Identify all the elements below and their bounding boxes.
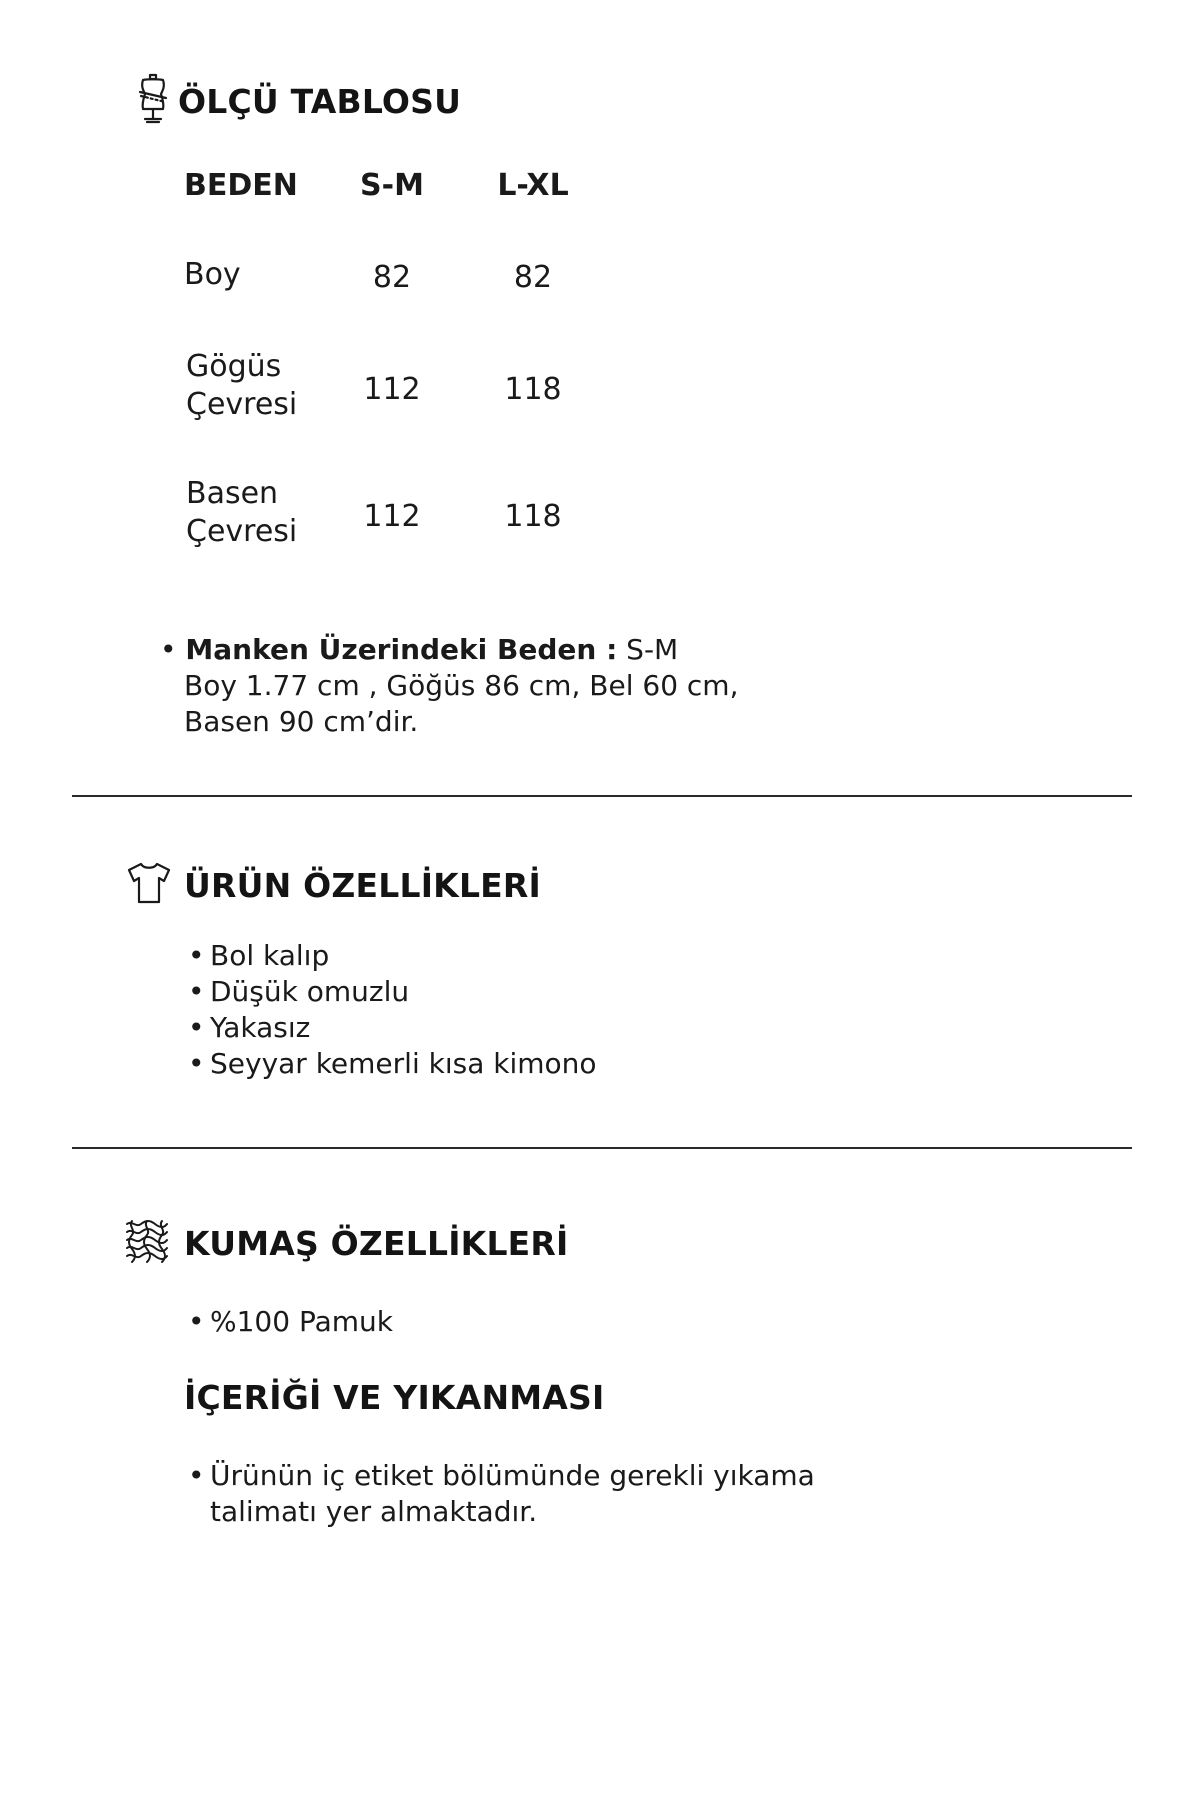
model-size-note: • Manken Üzerindeki Beden : S-M bbox=[160, 633, 679, 666]
table-header-l-xl: L-XL bbox=[497, 168, 569, 203]
list-item: • Ürünün iç etiket bölümünde gerekli yıkama talimatı yer almaktadır. bbox=[188, 1458, 815, 1530]
table-cell: 112 bbox=[363, 372, 421, 407]
list-item: • Yakasız bbox=[188, 1010, 597, 1046]
product-features-title: ÜRÜN ÖZELLİKLERİ bbox=[184, 866, 541, 905]
tshirt-icon bbox=[126, 860, 172, 906]
table-row-label: Gögüs Çevresi bbox=[186, 349, 298, 422]
table-cell: 82 bbox=[372, 260, 412, 295]
fabric-features-title: KUMAŞ ÖZELLİKLERİ bbox=[184, 1224, 569, 1263]
section-divider bbox=[72, 795, 1132, 797]
care-list bbox=[188, 1458, 815, 1530]
section-divider bbox=[72, 1147, 1132, 1149]
table-cell: 82 bbox=[513, 260, 553, 295]
care-title: İÇERİĞİ VE YIKANMASI bbox=[184, 1378, 605, 1417]
list-item: • %100 Pamuk bbox=[188, 1304, 393, 1340]
list-item: • Seyyar kemerli kısa kimono bbox=[188, 1046, 597, 1082]
model-measurements: Boy 1.77 cm , Göğüs 86 cm, Bel 60 cm, bbox=[184, 669, 739, 702]
product-features-list bbox=[188, 938, 597, 1082]
table-cell: 118 bbox=[504, 372, 562, 407]
list-item: • Düşük omuzlu bbox=[188, 974, 597, 1010]
table-row-label: Basen Çevresi bbox=[186, 476, 298, 549]
mannequin-icon bbox=[136, 72, 170, 124]
size-chart-title: ÖLÇÜ TABLOSU bbox=[178, 82, 462, 121]
fabric-texture-icon bbox=[124, 1218, 170, 1264]
table-row-label: Boy bbox=[184, 257, 241, 292]
table-cell: 118 bbox=[504, 499, 562, 534]
model-measurements-cont: Basen 90 cm’dir. bbox=[184, 705, 419, 738]
table-header-s-m: S-M bbox=[360, 168, 424, 203]
fabric-features-list bbox=[188, 1304, 393, 1340]
table-header-size-label: BEDEN bbox=[184, 168, 298, 203]
list-item: • Bol kalıp bbox=[188, 938, 597, 974]
table-cell: 112 bbox=[363, 499, 421, 534]
